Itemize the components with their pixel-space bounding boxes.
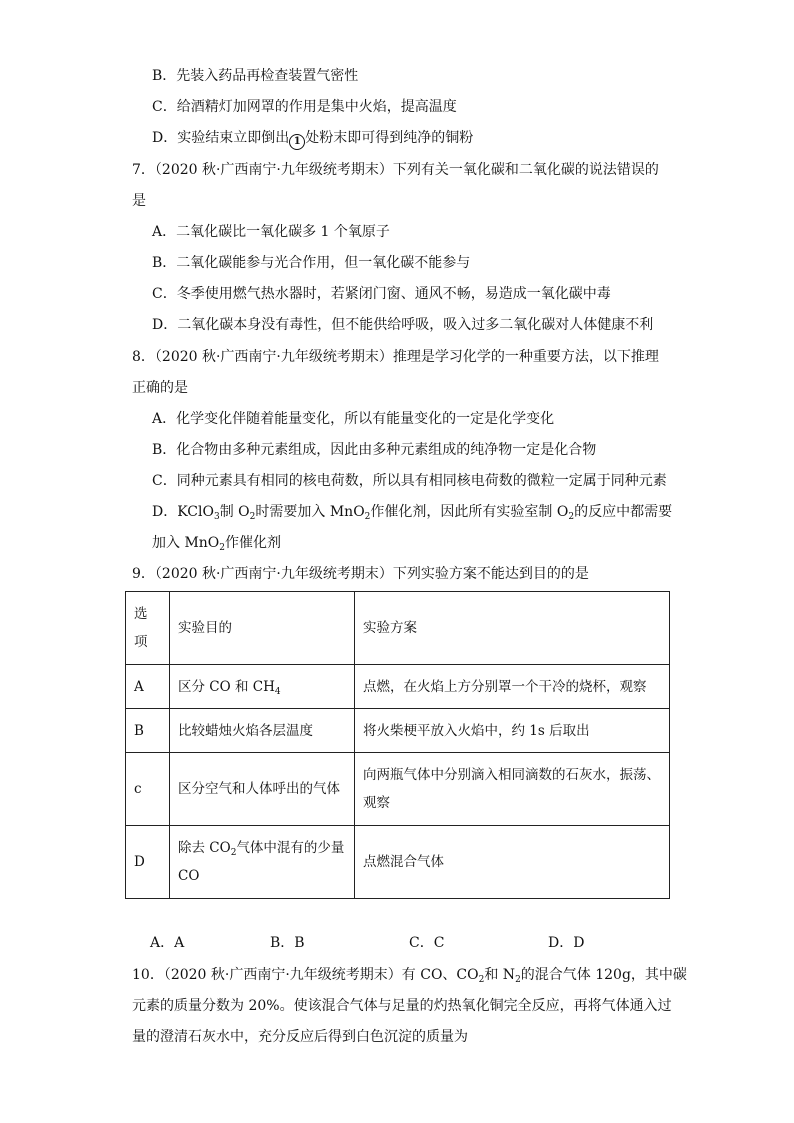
q7-option-a: A．二氧化碳比一氧化碳多 1 个氧原子 xyxy=(152,224,390,240)
q7-option-d: D．二氧化碳本身没有毒性，但不能供给呼吸，吸入过多二氧化碳对人体健康不利 xyxy=(152,317,654,333)
subscript: 2 xyxy=(568,512,575,522)
row-b-plan: 将火柴梗平放入火焰中，约 1s 后取出 xyxy=(355,709,670,753)
q8-option-c: C．同种元素具有相同的核电荷数，所以具有相同核电荷数的微粒一定属于同种元素 xyxy=(152,473,667,489)
text: 除去 CO xyxy=(178,840,231,856)
text: 区分 CO 和 CH xyxy=(178,678,275,695)
q6-option-d xyxy=(152,128,473,150)
row-d-goal-l1 xyxy=(178,834,346,862)
answer-choice-b: B．B xyxy=(270,935,305,951)
text: 的混合气体 120g，其中碳 xyxy=(520,967,687,983)
row-c-plan xyxy=(355,753,670,826)
q7-stem-line2: 是 xyxy=(132,193,146,209)
text: 制 O xyxy=(219,504,250,520)
text: 10．（2020 秋·广西南宁·九年级统考期末）有 CO、CO xyxy=(132,967,479,983)
q8-option-a: A．化学变化伴随着能量变化，所以有能量变化的一定是化学变化 xyxy=(152,411,555,427)
q8-stem-line2: 正确的是 xyxy=(132,380,188,396)
text: 气体中混有的少量 xyxy=(236,840,345,856)
table-row xyxy=(126,826,670,899)
q8-option-d-line1 xyxy=(152,502,672,522)
row-c-option: c xyxy=(126,753,170,826)
q8-stem-line1: 8．（2020 秋·广西南宁·九年级统考期末）推理是学习化学的一种重要方法，以下推理 xyxy=(132,349,659,365)
q7-option-c: C．冬季使用燃气热水器时，若紧闭门窗、通风不畅，易造成一氧化碳中毒 xyxy=(152,286,611,302)
q7-option-b: B．二氧化碳能参与光合作用，但一氧化碳不能参与 xyxy=(152,255,471,271)
table-header-row xyxy=(126,592,670,665)
header-plan-cell: 实验方案 xyxy=(355,592,670,665)
subscript: 4 xyxy=(274,686,281,697)
text: 作催化剂 xyxy=(225,535,282,551)
q10-stem-line3: 量的澄清石灰水中，充分反应后得到白色沉淀的质量为 xyxy=(132,1029,468,1045)
q6-option-d-text-start: D．实验结束立即倒出 xyxy=(152,130,290,146)
answer-choice-d: D．D xyxy=(548,935,585,951)
text: 作催化剂，因此所有实验室制 O xyxy=(370,504,569,520)
answer-choice-c: C．C xyxy=(409,935,445,951)
row-d-goal xyxy=(170,826,355,899)
row-c-plan-l1: 向两瓶气体中分别滴入相同滴数的石灰水，振荡、 xyxy=(363,767,660,783)
header-goal-cell: 实验目的 xyxy=(170,592,355,665)
subscript: 2 xyxy=(249,512,256,522)
header-option-l1: 选 xyxy=(134,606,148,622)
subscript: 3 xyxy=(213,512,220,522)
row-d-plan: 点燃混合气体 xyxy=(355,826,670,899)
subscript: 2 xyxy=(478,975,485,985)
row-d-goal-l2: CO xyxy=(178,868,200,884)
row-b-option: B xyxy=(126,709,170,753)
q8-option-b: B．化合物由多种元素组成，因此由多种元素组成的纯净物一定是化合物 xyxy=(152,442,597,458)
q6-option-b: B．先装入药品再检查装置气密性 xyxy=(152,68,359,84)
text: 加入 MnO xyxy=(152,535,220,551)
subscript: 2 xyxy=(219,543,226,553)
subscript: 2 xyxy=(364,512,371,522)
row-b-goal: 比较蜡烛火焰各层温度 xyxy=(170,709,355,753)
q6-option-c: C．给酒精灯加网罩的作用是集中火焰，提高温度 xyxy=(152,99,457,115)
row-c-goal: 区分空气和人体呼出的气体 xyxy=(170,753,355,826)
q9-experiment-table xyxy=(125,591,670,899)
row-c-plan-l2: 观察 xyxy=(363,795,390,811)
q9-stem: 9．（2020 秋·广西南宁·九年级统考期末）下列实验方案不能达到目的的是 xyxy=(132,566,589,582)
row-a-plan: 点燃，在火焰上方分别罩一个干冷的烧杯，观察 xyxy=(355,665,670,709)
q10-stem-line2: 元素的质量分数为 20%。使该混合气体与足量的灼热氧化铜完全反应，再将气体通入过 xyxy=(132,998,672,1014)
subscript: 2 xyxy=(515,975,521,985)
text: D．KClO xyxy=(152,504,214,520)
header-option-cell xyxy=(126,592,170,665)
text: 的反应中都需要 xyxy=(574,504,673,520)
table-row xyxy=(126,753,670,826)
table-row xyxy=(126,665,670,709)
header-option-l2: 项 xyxy=(134,634,148,650)
circled-number-mark: 1 xyxy=(289,134,305,150)
text: 和 N xyxy=(484,967,516,983)
row-a-option: A xyxy=(126,665,170,709)
subscript: 2 xyxy=(230,848,237,858)
q7-stem-line1: 7．（2020 秋·广西南宁·九年级统考期末）下列有关一氧化碳和二氧化碳的说法错误的 xyxy=(132,162,659,178)
table-row xyxy=(126,709,670,753)
answer-choice-a: A．A xyxy=(150,935,185,951)
row-d-option: D xyxy=(126,826,170,899)
q8-option-d-line2 xyxy=(152,533,281,553)
row-a-goal xyxy=(170,665,355,709)
text: 时需要加入 MnO xyxy=(255,504,365,520)
q10-stem-line1 xyxy=(132,965,687,985)
q6-option-d-text-end: 处粉末即可得到纯净的铜粉 xyxy=(305,130,474,146)
